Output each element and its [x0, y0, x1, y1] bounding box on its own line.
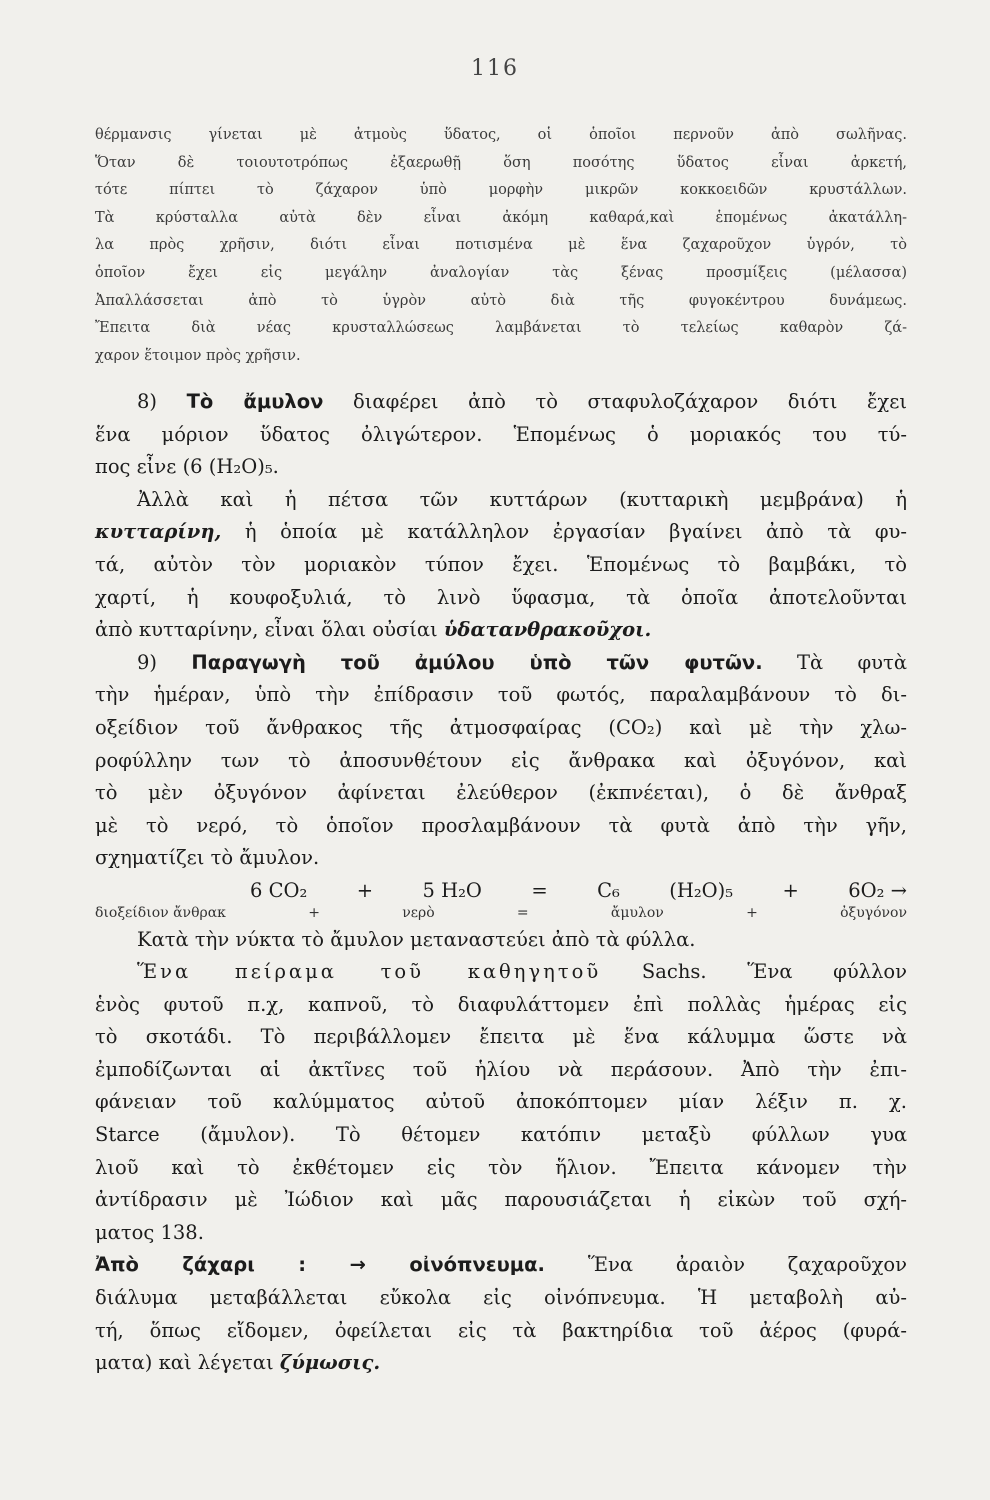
equation-term: C₆	[597, 878, 620, 902]
text-line: τή, ὅπως εἴδομεν, ὀφείλεται εἰς τὰ βακτηρίδια τοῦ ἀέρος (φυρά-	[95, 1318, 907, 1342]
equation-label: +	[746, 904, 758, 921]
text-line: ροφύλλην των τὸ ἀποσυνθέτουν εἰς ἄνθρακα καὶ ὀξυγόνον, καὶ	[95, 748, 907, 772]
equation-label: διοξείδιον ἄνθρακ	[95, 904, 226, 921]
text-line: ἕνα μόριον ὕδατος ὀλιγώτερον. Ἑπομένως ὁ μοριακός του τύ-	[95, 422, 907, 446]
text-line: τὴν ἡμέραν, ὑπὸ τὴν ἐπίδρασιν τοῦ φωτός, παραλαμβάνουν τὸ δι-	[95, 683, 907, 707]
equation-term: +	[356, 878, 374, 902]
equation-term: 6O₂ →	[848, 878, 907, 902]
section-number: 9)	[137, 650, 158, 674]
equation-label: +	[308, 904, 320, 921]
text-span: ἀπὸ κυτταρίνην, εἶναι ὅλαι οὐσίαι	[95, 618, 438, 642]
emphasis-term: κυτταρίνη,	[95, 520, 222, 544]
equation-label: νερὸ	[402, 904, 435, 921]
text-line: Ἀπαλλάσσεται ἀπὸ τὸ ὑγρὸν αὐτὸ διὰ τῆς φυγοκέντρου δυνάμεως.	[95, 292, 907, 309]
text-line: τά, αὐτὸν τὸν μοριακὸν τύπον ἔχει. Ἑπομένως τὸ βαμβάκι, τὸ	[95, 552, 907, 576]
page-number: 116	[471, 56, 519, 81]
text-line: Τὰ κρύσταλλα αὐτὰ δὲν εἶναι ἀκόμη καθαρά,καὶ ἑπομένως ἀκατάλλη-	[95, 209, 907, 226]
text-span: Ἕνα ἀραιὸν ζαχαροῦχον	[544, 1253, 907, 1277]
text-span: ματα) καὶ λέγεται	[95, 1351, 274, 1375]
text-span: ἡ ὁποία μὲ κατάλληλον ἐργασίαν βγαίνει ἀπὸ τὰ φυ-	[221, 520, 907, 544]
text-line: τὸ μὲν ὀξυγόνον ἀφίνεται ἐλεύθερον (ἐκπνέεται), ὁ δὲ ἄνθραξ	[95, 781, 907, 805]
text-line: σχηματίζει τὸ ἄμυλον.	[95, 846, 320, 870]
text-line	[95, 1347, 907, 1380]
text-line: Ὅταν δὲ τοιουτοτρόπως ἐξαερωθῇ ὅση ποσότης ὕδατος εἶναι ἀρκετή,	[95, 154, 907, 171]
text-line: Ἔπειτα διὰ νέας κρυσταλλώσεως λαμβάνεται τὸ τελείως καθαρὸν ζά-	[95, 320, 907, 337]
text-line: ἐμποδίζωνται αἱ ἀκτῖνες τοῦ ἡλίου νὰ περάσουν. Ἀπὸ τὴν ἐπι-	[95, 1057, 907, 1081]
text-line: ἀντίδρασιν μὲ Ἰώδιον καὶ μᾶς παρουσιάζεται ἡ εἰκὼν τοῦ σχή-	[95, 1188, 907, 1212]
equation-term: 5 H₂O	[422, 878, 482, 902]
text-line: Κατὰ τὴν νύκτα τὸ ἄμυλον μεταναστεύει ἀπὸ τὰ φύλλα.	[137, 927, 696, 951]
section-number: 8)	[137, 390, 158, 413]
emphasis-term: ζύμωσις.	[279, 1351, 381, 1375]
text-span: Ἕνα φύλλον	[706, 960, 908, 984]
experiment-heading-line	[95, 956, 907, 989]
text-line: οξείδιον τοῦ ἄνθρακος τῆς ἀτμοσφαίρας (CO₂) καὶ μὲ τὴν χλω-	[95, 715, 907, 739]
section-title: Τὸ ἄμυλον	[186, 390, 324, 413]
text-line: ματος 138.	[95, 1220, 204, 1244]
equation-term: +	[782, 878, 799, 902]
text-line: μὲ τὸ νερό, τὸ ὁποῖον προσλαμβάνουν τὰ φυτὰ ἀπὸ τὴν γῆν,	[95, 813, 907, 837]
text-line: Ἀλλὰ καὶ ἡ πέτσα τῶν κυττάρων (κυτταρικὴ μεμβράνα) ἡ	[137, 487, 907, 511]
text-span: Τὰ φυτὰ	[762, 650, 907, 674]
equation-term: (H₂O)₅	[669, 878, 734, 902]
text-span: Sachs.	[601, 960, 707, 984]
section-9-heading-line	[95, 647, 907, 680]
text-line: χαρον ἕτοιμον πρὸς χρῆσιν.	[95, 347, 301, 364]
text-line: τότε πίπτει τὸ ζάχαρον ὑπὸ μορφὴν μικρῶν κοκκοειδῶν κρυστάλλων.	[95, 182, 907, 199]
main-text	[95, 386, 907, 1380]
equation-label: ἄμυλον	[610, 904, 664, 921]
text-line: διάλυμα μεταβάλλεται εὔκολα εἰς οἰνόπνευμα. Ἡ μεταβολὴ αὐ-	[95, 1286, 907, 1310]
emphasis-term: ὑδατανθρακοῦχοι.	[443, 618, 652, 642]
text-span: διαφέρει ἀπὸ τὸ σταφυλοζάχαρον διότι ἔχει	[323, 390, 907, 413]
text-line: χαρτί, ἡ κουφοξυλιά, τὸ λινὸ ὕφασμα, τὰ ὁποῖα ἀποτελοῦνται	[95, 585, 907, 609]
text-line: ἑνὸς φυτοῦ π.χ, καπνοῦ, τὸ διαφυλάττομεν ἐπὶ πολλὰς ἡμέρας εἰς	[95, 992, 907, 1016]
equation-term: =	[531, 878, 548, 902]
text-line: θέρμανσις γίνεται μὲ ἀτμοὺς ὕδατος, οἱ ὁποῖοι περνοῦν ἀπὸ σωλῆνας.	[95, 127, 907, 143]
equation-term: 6 CO₂	[250, 878, 308, 902]
equation-label: =	[516, 904, 529, 921]
text-line: τὸ σκοτάδι. Τὸ περιβάλλομεν ἔπειτα μὲ ἕνα κάλυμμα ὥστε νὰ	[95, 1025, 907, 1049]
text-line	[95, 516, 907, 549]
text-line: λιοῦ καὶ τὸ ἐκθέτομεν εἰς τὸν ἥλιον. Ἔπειτα κάνομεν τὴν	[95, 1155, 907, 1179]
text-line: ὁποῖον ἔχει εἰς μεγάλην ἀναλογίαν τὰς ξένας προσμίξεις (μέλασσα)	[95, 264, 907, 281]
sugar-heading-line	[95, 1249, 907, 1282]
section-8-heading-line	[95, 386, 907, 419]
text-line: φάνειαν τοῦ καλύμματος αὐτοῦ ἀποκόπτομεν μίαν λέξιν π. χ.	[95, 1090, 907, 1114]
formula-line: πος εἶνε (6 (H₂O)₅.	[95, 455, 279, 479]
intro-paragraph	[95, 122, 907, 370]
text-line: λα πρὸς χρῆσιν, διότι εἶναι ποτισμένα μὲ ἕνα ζαχαροῦχον ὑγρόν, τὸ	[95, 237, 907, 254]
section-title: Παραγωγὴ τοῦ ἀμύλου ὑπὸ τῶν φυτῶν.	[191, 650, 763, 674]
equation-label: ὀξυγόνον	[840, 904, 907, 921]
text-line: Starce (ἄμυλον). Τὸ θέτομεν κατόπιν μεταξὺ φύλλων γυα	[95, 1123, 907, 1147]
spaced-heading: Ἕνα πείραμα τοῦ καθηγητοῦ	[137, 960, 602, 984]
section-title: Ἀπὸ ζάχαρι : → οἰνόπνευμα.	[95, 1253, 545, 1277]
text-line	[95, 614, 907, 647]
